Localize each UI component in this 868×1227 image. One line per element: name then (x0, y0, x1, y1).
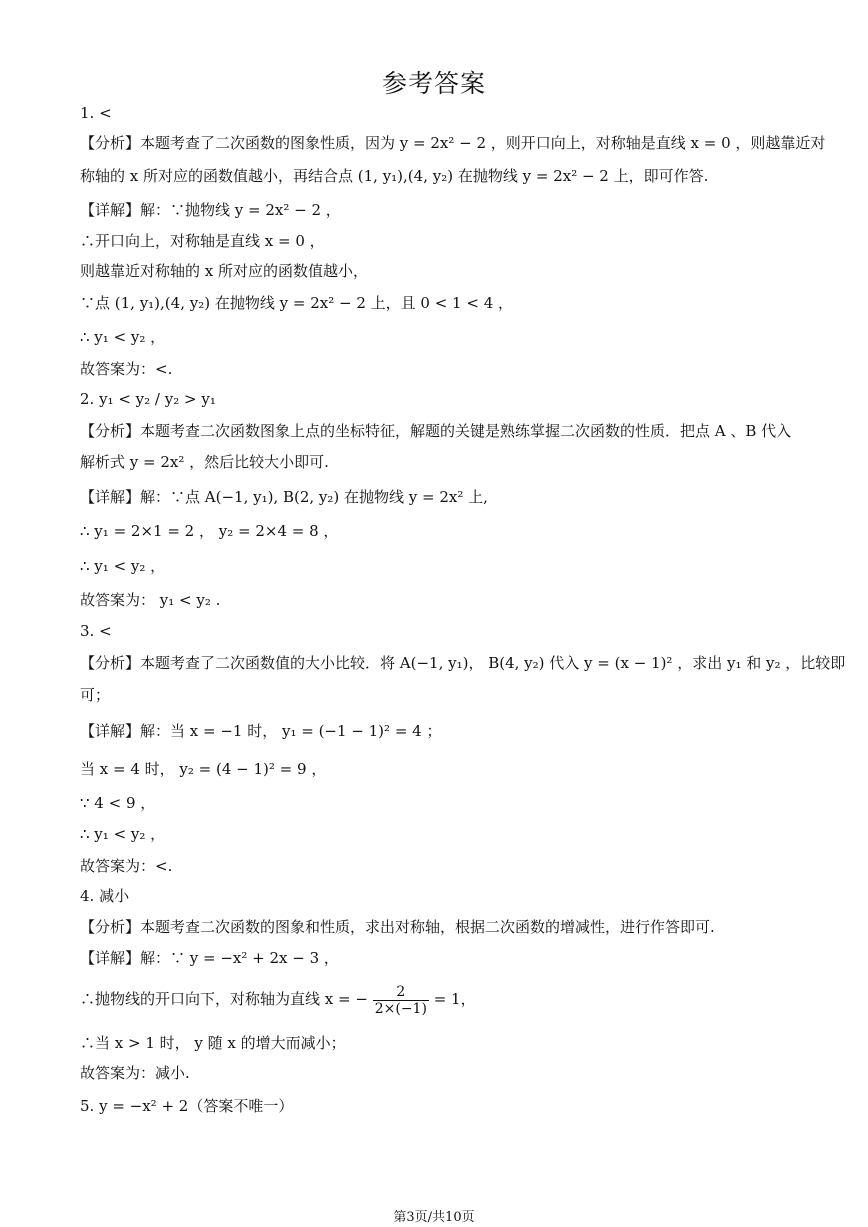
answer-1-heading: 1. < (80, 104, 112, 122)
formula-prefix: x = − (324, 990, 368, 1008)
text-line: 解析式 y = 2x² ，然后比较大小即可. (80, 453, 329, 471)
text-line: ∴ y₁ < y₂ ， (80, 825, 166, 843)
text-line: ∵点 (1, y₁),(4, y₂) 在抛物线 y = 2x² − 2 上，且 0 < 1 < 4 ， (80, 294, 514, 312)
page-title: 参考答案 (381, 69, 486, 98)
answer-3-heading: 3. < (80, 622, 112, 640)
answer-5-heading: 5. y = −x² + 2（答案不唯一） (80, 1097, 294, 1115)
fraction-denominator: 2×(−1) (374, 1000, 427, 1017)
text-line: 故答案为：减小. (80, 1064, 190, 1082)
text-line: 【分析】本题考查了二次函数的图象性质，因为 y = 2x² − 2 ，则开口向上，对称轴是直线 x = 0 ，则越靠近对 (80, 134, 826, 152)
text-line: 【分析】本题考查二次函数图象上点的坐标特征，解题的关键是熟练掌握二次函数的性质．把点 A 、B 代入 (80, 422, 792, 440)
page-footer: 第3页/共10页 (393, 1210, 475, 1225)
text-line: 故答案为：<. (80, 857, 173, 875)
text-line: ∴当 x > 1 时， y 随 x 的增大而减小； (80, 1034, 346, 1052)
answer-4-heading: 4. 减小 (80, 887, 130, 905)
text-line: 【详解】解：当 x = −1 时， y₁ = (−1 − 1)² = 4 ； (80, 722, 442, 740)
text-line: ∴ y₁ < y₂ ， (80, 557, 166, 575)
text-line: 当 x = 4 时， y₂ = (4 − 1)² = 9 ， (80, 760, 327, 778)
fraction (373, 984, 429, 1017)
text-line: 【分析】本题考查了二次函数值的大小比较．将 A(−1, y₁)， B(4, y₂) 代入 y = (x − 1)² ，求出 y₁ 和 y₂ ，比较即 (80, 654, 846, 672)
text-line: 【详解】解：∵ y = −x² + 2x − 3 ， (80, 949, 339, 967)
text-line: 故答案为： y₁ < y₂ . (80, 591, 221, 609)
text-line: 故答案为：<. (80, 360, 173, 378)
axis-line (80, 982, 800, 1018)
formula-suffix: = 1， (433, 990, 476, 1008)
text-line: 称轴的 x 所对应的函数值越小，再结合点 (1, y₁),(4, y₂) 在抛物线 y = 2x² − 2 上，即可作答. (80, 167, 709, 185)
text-fragment: ∴抛物线的开口向下，对称轴为直线 (80, 990, 321, 1008)
text-line: ∵ 4 < 9 ， (80, 794, 156, 812)
text-line: ∴开口向上，对称轴是直线 x = 0 ， (80, 232, 325, 250)
fraction-numerator: 2 (396, 983, 406, 1000)
text-line: ∴ y₁ = 2×1 = 2 ， y₂ = 2×4 = 8 ， (80, 522, 339, 540)
text-line: 则越靠近对称轴的 x 所对应的函数值越小， (80, 262, 368, 280)
text-line: 可； (80, 686, 111, 704)
text-line: 【详解】解：∵抛物线 y = 2x² − 2 ， (80, 201, 341, 219)
answer-2-heading: 2. y₁ < y₂ / y₂ > y₁ (80, 390, 216, 408)
text-line: 【详解】解：∵点 A(−1, y₁), B(2, y₂) 在抛物线 y = 2x² 上, (80, 488, 488, 506)
text-line: 【分析】本题考查二次函数的图象和性质，求出对称轴，根据二次函数的增减性，进行作答即可. (80, 918, 715, 936)
text-line: ∴ y₁ < y₂ ， (80, 328, 166, 346)
